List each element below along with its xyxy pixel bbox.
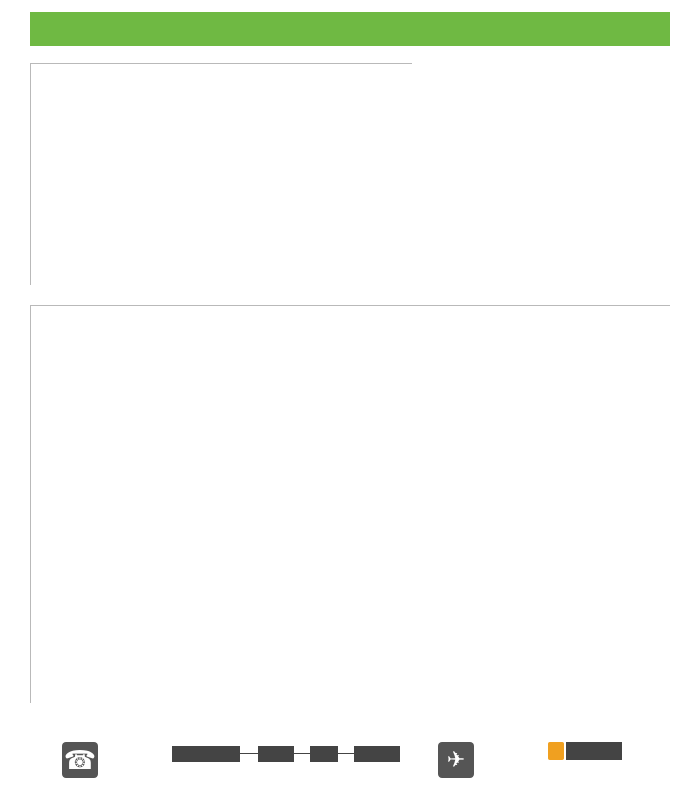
lbb-box [310, 746, 338, 762]
model-table [30, 305, 670, 703]
fl-num-box [354, 746, 374, 762]
model-box [172, 746, 240, 762]
section-title [30, 12, 670, 46]
order-example [62, 740, 402, 790]
phone-icon: ☎ [62, 742, 98, 778]
l-box [258, 746, 294, 762]
stock-badge [566, 742, 622, 760]
stock-icon [548, 742, 564, 760]
fl-box [374, 746, 400, 762]
delivery-info [438, 740, 678, 790]
size-table [30, 63, 412, 285]
airplane-icon: ✈ [438, 742, 474, 778]
